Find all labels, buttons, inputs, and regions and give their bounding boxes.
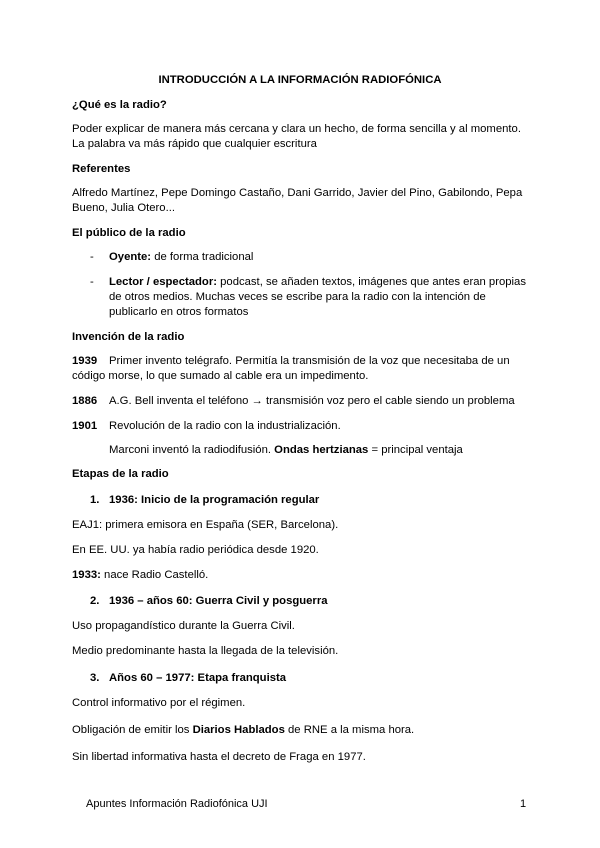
marconi-line: [109, 443, 529, 459]
paragraph-line: Control informativo por el régimen.: [72, 697, 246, 709]
year-text: Primer invento telégrafo. Permitía la transmisión de la voz que necesitaba de un: [109, 355, 510, 367]
year-label: 1901: [72, 420, 98, 432]
paragraph-line: En EE. UU. ya había radio periódica desde 1920.: [72, 544, 319, 556]
year-label: 1886: [72, 395, 98, 407]
list-item-text: podcast, se añaden textos, imágenes que antes eran propias: [216, 276, 526, 288]
stage-title: Años 60 – 1977: Etapa franquista: [109, 672, 287, 684]
marconi-pre: Marconi inventó la radiodifusión.: [109, 444, 275, 456]
stage-title: 1936 – años 60: Guerra Civil y posguerra: [109, 595, 328, 607]
stage-number: 2.: [90, 595, 100, 607]
paragraph-line: Alfredo Martínez, Pepe Domingo Castaño, Dani Garrido, Javier del Pino, Gabilondo, Pepa: [72, 187, 523, 199]
text-pre: Obligación de emitir los: [72, 724, 193, 736]
year-text: A.G. Bell inventa el teléfono → transmisión voz pero el cable siendo un problema: [109, 395, 515, 407]
stage-number: 1.: [90, 494, 100, 506]
paragraph-line: Sin libertad informativa hasta el decreto de Fraga en 1977.: [72, 751, 366, 763]
list-item-label: Oyente:: [109, 251, 152, 263]
marconi-post: = principal ventaja: [368, 444, 463, 456]
year-text-cont: código morse, lo que sumado al cable era un impedimento.: [72, 370, 369, 382]
paragraph-line: La palabra va más rápido que cualquier escritura: [72, 138, 317, 150]
year-text: Revolución de la radio con la industrialización.: [109, 420, 341, 432]
list-item-line: de otros medios. Muchas veces se escribe para la radio con la intención de: [109, 291, 486, 303]
paragraph-line: Medio predominante hasta la llegada de la televisión.: [72, 645, 339, 657]
heading-etapas: Etapas de la radio: [72, 468, 169, 480]
list-item-label: Lector / espectador:: [109, 276, 217, 288]
stage-title: 1936: Inicio de la programación regular: [109, 494, 320, 506]
year-label: 1939: [72, 355, 98, 367]
year-bold: 1933:: [72, 569, 101, 581]
paragraph-line: [72, 723, 532, 739]
year-text: nace Radio Castelló.: [100, 569, 209, 581]
list-item-lector: [109, 275, 529, 291]
paragraph-line: EAJ1: primera emisora en España (SER, Barcelona).: [72, 519, 339, 531]
paragraph-line: [72, 568, 532, 584]
heading-publico: El público de la radio: [72, 227, 186, 239]
text-post: de RNE a la misma hora.: [284, 724, 415, 736]
list-dash: -: [90, 251, 94, 263]
list-item-oyente: [109, 250, 529, 266]
heading-que-es-radio: ¿Qué es la radio?: [72, 99, 167, 111]
paragraph-line: Bueno, Julia Otero...: [72, 202, 175, 214]
text-bold: Diarios Hablados: [192, 724, 285, 736]
paragraph-line: Poder explicar de manera más cercana y clara un hecho, de forma sencilla y al momento.: [72, 123, 521, 135]
stage-number: 3.: [90, 672, 100, 684]
page-title: INTRODUCCIÓN A LA INFORMACIÓN RADIOFÓNICA: [158, 74, 442, 86]
heading-referentes: Referentes: [72, 163, 131, 175]
heading-invencion: Invención de la radio: [72, 331, 185, 343]
list-item-text: de forma tradicional: [151, 251, 254, 263]
footer-text: Apuntes Información Radiofónica UJI: [86, 798, 268, 810]
page-number: 1: [520, 798, 527, 810]
list-item-line: publicarlo en otros formatos: [109, 306, 249, 318]
list-dash: -: [90, 276, 94, 288]
marconi-bold: Ondas hertzianas: [274, 444, 369, 456]
paragraph-line: Uso propagandístico durante la Guerra Civil.: [72, 620, 295, 632]
